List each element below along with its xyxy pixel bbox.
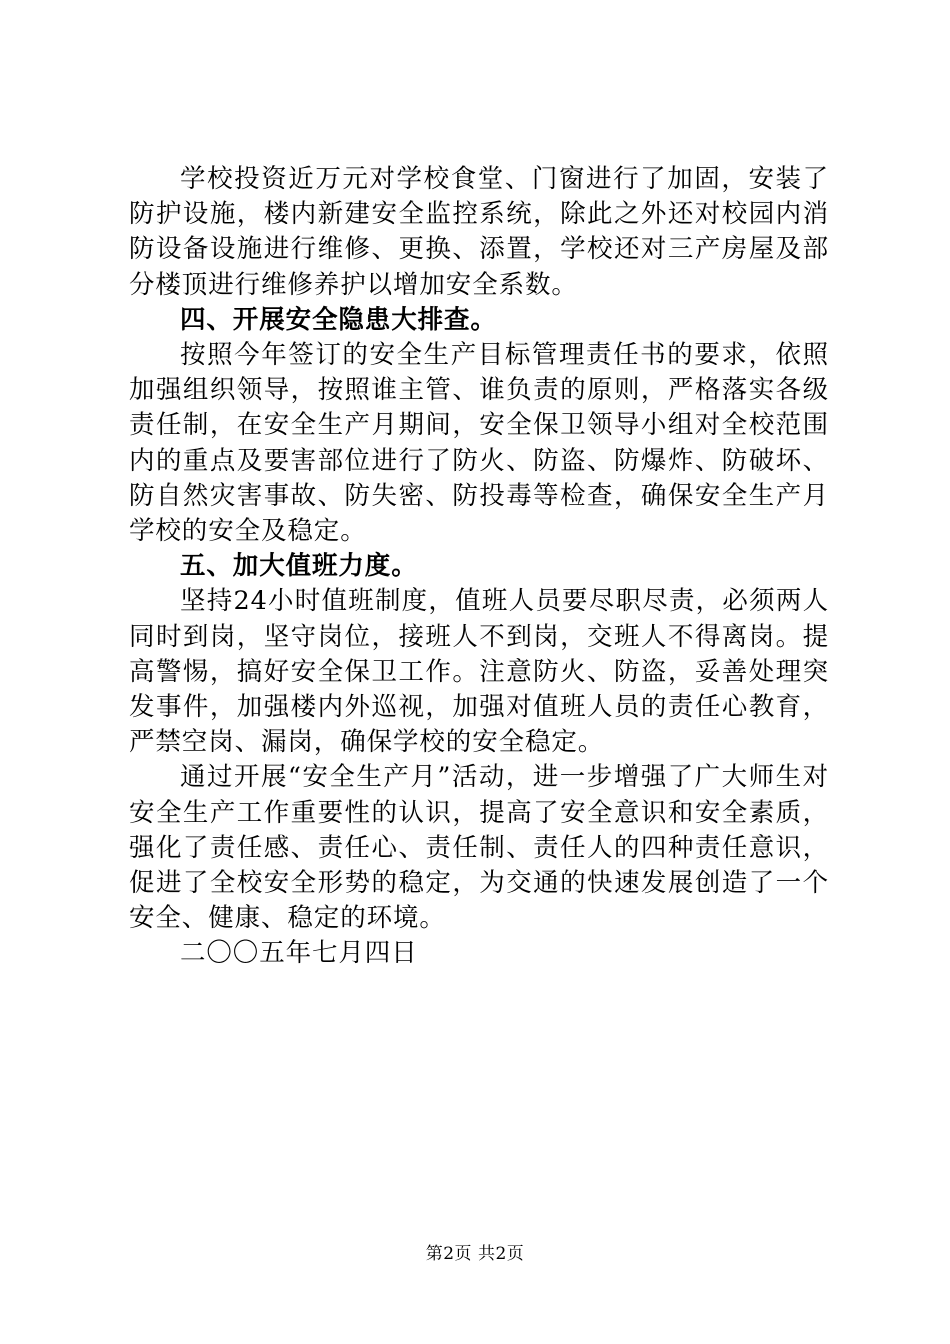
paragraph-safety-investment: 学校投资近万元对学校食堂、门窗进行了加固，安装了防护设施，楼内新建安全监控系统，除此之外还对校园内消防设备设施进行维修、更换、添置，学校还对三产房屋及部分楼顶进行维修养护以增加安全系数。: [129, 164, 829, 300]
document-body: [129, 162, 829, 972]
paragraph-conclusion: 通过开展“安全生产月”活动，进一步增强了广大师生对安全生产工作重要性的认识，提高了安全意识和安全素质，强化了责任感、责任心、责任制、责任人的四种责任意识，促进了全校安全形势的稳定，为交通的快速发展创造了一个安全、健康、稳定的环境。: [129, 762, 829, 934]
section-heading-hazard-inspection: 四、开展安全隐患大排查。: [180, 304, 497, 335]
section-heading-duty-shift: 五、加大值班力度。: [180, 551, 418, 582]
paragraph-duty-shift: 坚持24小时值班制度，值班人员要尽职尽责，必须两人同时到岗，坚守岗位，接班人不到岗，交班人不得离岗。提高警惕，搞好安全保卫工作。注意防火、防盗，妥善处理突发事件，加强楼内外巡视，加强对值班人员的责任心教育，严禁空岗、漏岗，确保学校的安全稳定。: [129, 586, 829, 758]
page-number-footer: 第2页 共2页: [425, 1244, 525, 1264]
document-date: 二〇〇五年七月四日: [180, 938, 418, 969]
paragraph-hazard-inspection: 按照今年签订的安全生产目标管理责任书的要求，依照加强组织领导，按照谁主管、谁负责的原则，严格落实各级责任制，在安全生产月期间，安全保卫领导小组对全校范围内的重点及要害部位进行了防火、防盗、防爆炸、防破坏、防自然灾害事故、防失密、防投毒等检查，确保安全生产月学校的安全及稳定。: [129, 340, 829, 547]
